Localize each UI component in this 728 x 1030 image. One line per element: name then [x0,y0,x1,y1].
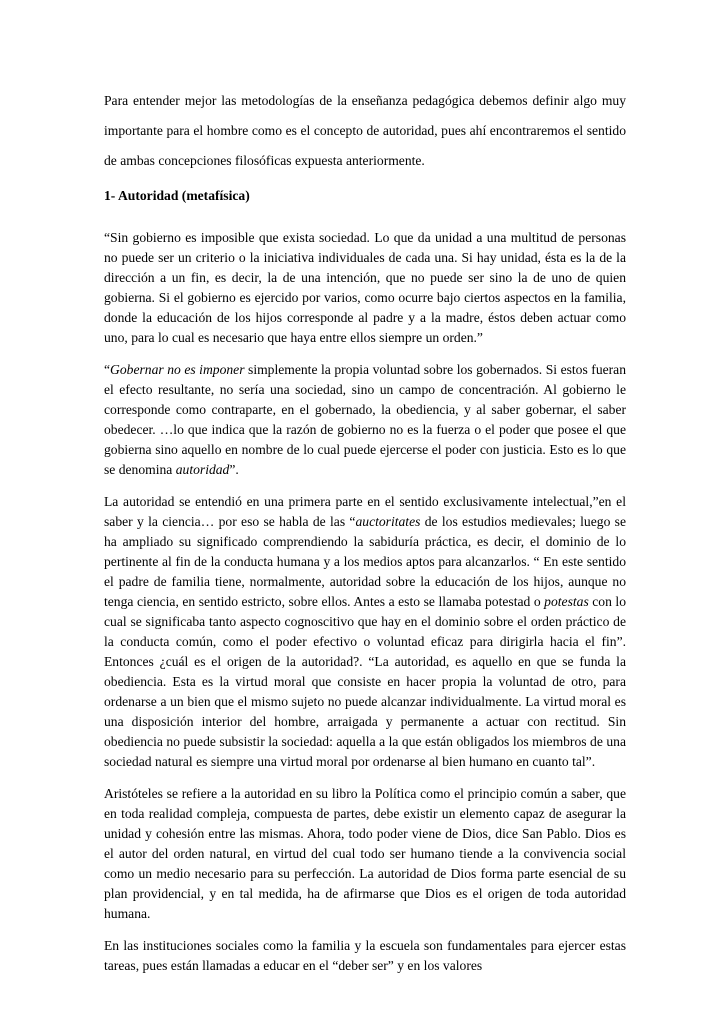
paragraph-gobernar [104,360,626,480]
paragraph-text: con lo cual se significaba tanto aspecto cognoscitivo que hay en el dominio sobre el orden práctico de la conducta común, como el poder efectivo o voluntad eficaz para dirigirla hacia el fin”. Entonces ¿cuál es el origen de la autoridad?. “La autoridad, es aquello en que se funda la obediencia. Esta es la virtud moral que consiste en hacer propia la voluntad de otro, para ordenarse a un bien que el mismo sujeto no puede alcanzar individualmente. La virtud moral es una disposición interior del hombre, arraigada y permanente a actuar con rectitud. Sin obediencia no puede subsistir la sociedad: aquella a la que están obligados los miembros de una sociedad natural es siempre una virtud moral por ordenarse al bien humano en cuanto tal”. [104,594,627,769]
close-quote: ”. [229,462,239,477]
paragraph-quote-gobierno: “Sin gobierno es imposible que exista sociedad. Lo que da unidad a una multitud de personas no puede ser un criterio o la iniciativa individuales de cada una. Si hay unidad, ésta es la de la dirección a un fin, es decir, la de una intención, que no puede ser sino la de uno de quien gobierna. Si el gobierno es ejercido por varios, como ocurre bajo ciertos aspectos en la familia, donde la educación de los hijos corresponde al padre y a la madre, éstos deben actuar como uno, para lo cual es necesario que haya entre ellos siempre un orden.” [104,230,626,345]
italic-word-autoridad: autoridad [175,462,230,477]
italic-phrase-gobernar: Gobernar no es imponer [110,362,245,377]
intro-paragraph: Para entender mejor las metodologías de la enseñanza pedagógica debemos definir algo muy importante para el hombre como es el concepto de autoridad, pues ahí encontraremos el sentido de ambas concepciones filosóficas expuesta anteriormente. [104,93,626,168]
paragraph-instituciones: En las instituciones sociales como la familia y la escuela son fundamentales para ejercer estas tareas, pues están llamadas a educar en el “deber ser” y en los valores [104,938,626,973]
paragraph-text: de los estudios medievales; luego se ha ampliado su significado comprendiendo la sabiduría práctica, es decir, el dominio de lo pertinente al fin de la conducta humana y a los medios aptos para alcanzarlos. “ En este sentido el padre de familia tiene, normalmente, autoridad sobre la educación de los hijos, aunque no tenga ciencia, en sentido estricto, sobre ellos. Antes a esto se llamaba potestad o [104,514,626,609]
paragraph-text: La autoridad se entendió en una primera parte en el sentido exclusivamente intelectual,”en el saber y la ciencia… por eso se habla de las “ [104,494,626,529]
italic-word-potestas: potestas [544,594,589,609]
section-heading: 1- Autoridad (metafísica) [104,188,250,203]
document-page [104,86,626,988]
open-quote: “ [104,362,111,377]
paragraph-text: simplemente la propia voluntad sobre los gobernados. Si estos fueran el efecto resultante, no sería una sociedad, sino un campo de concentración. Al gobierno le corresponde como contraparte, en el gobernado, la obediencia, y al saber gobernar, el saber obedecer. …lo que indica que la razón de gobierno no es la fuerza o el poder que posee el que gobierna sino aquello en nombre de lo cual puede ejercerse el poder con justicia. Esto es lo que se denomina [104,362,627,477]
paragraph-autoridad-intelectual [104,492,626,772]
italic-word-auctoritates: auctoritates [355,514,421,529]
paragraph-aristoteles: Aristóteles se refiere a la autoridad en su libro la Política como el principio común a saber, que en toda realidad compleja, compuesta de partes, debe existir un elemento capaz de asegurar la unidad y cohesión entre las mismas. Ahora, todo poder viene de Dios, dice San Pablo. Dios es el autor del orden natural, en virtud del cual todo ser humano tiende a la convivencia social como un medio necesario para su perfección. La autoridad de Dios forma parte esencial de su plan providencial, y en tal medida, ha de afirmarse que Dios es el origen de toda autoridad humana. [104,786,626,921]
